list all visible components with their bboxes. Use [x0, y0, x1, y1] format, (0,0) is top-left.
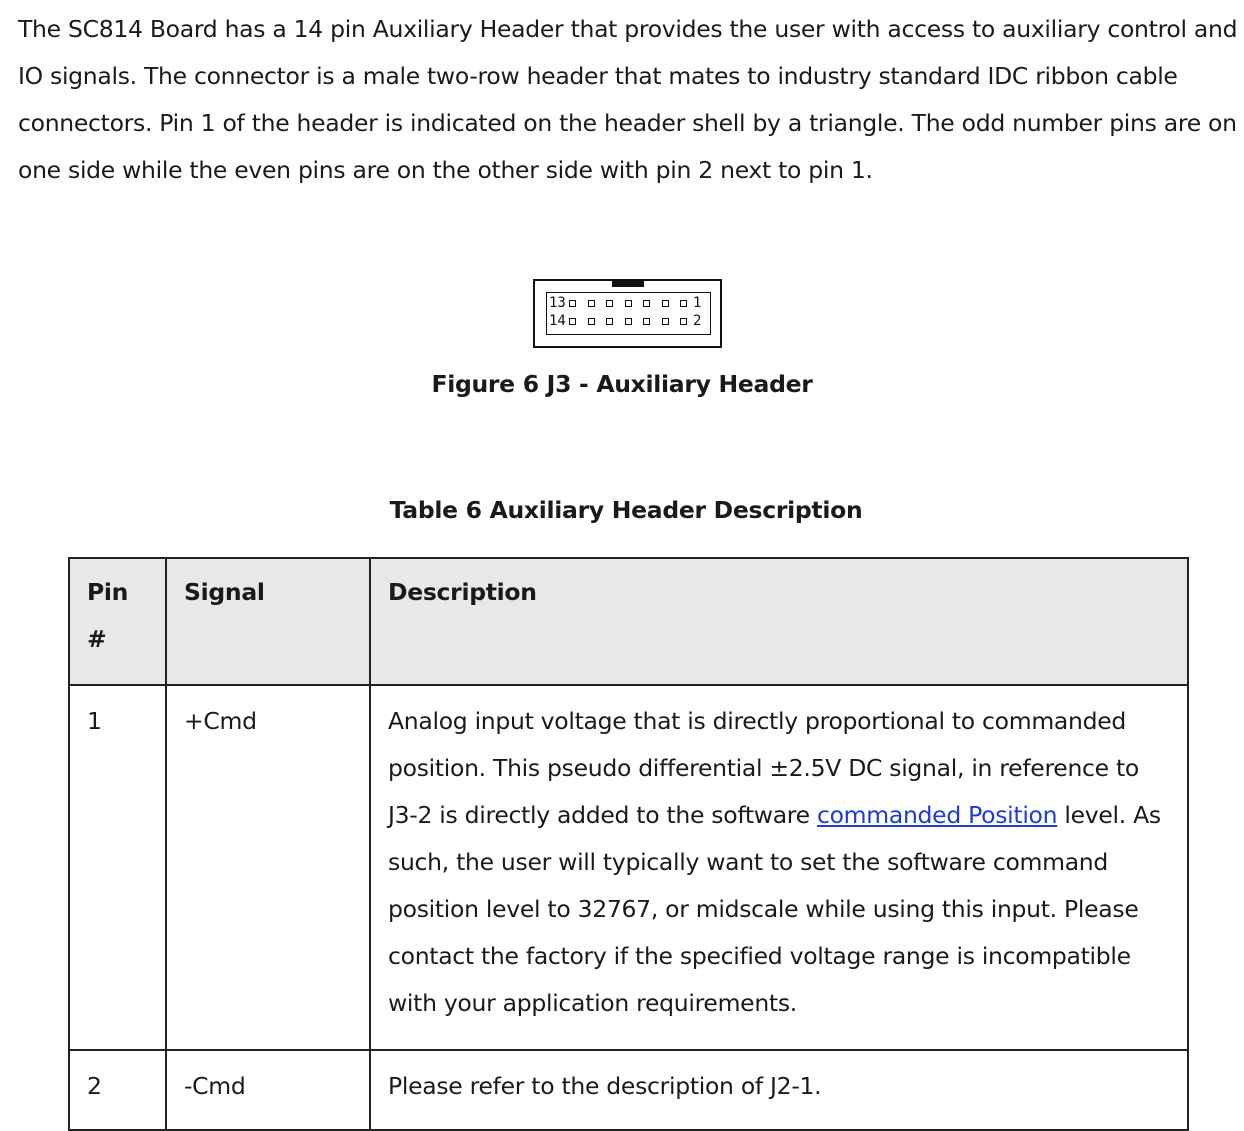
connector-pin-area: [546, 292, 711, 335]
pin-square: [625, 318, 632, 325]
pin-label-14: 14: [549, 313, 566, 329]
column-header-pin: Pin #: [69, 558, 166, 685]
odd-pin-row: [549, 294, 705, 312]
table-row: [69, 685, 1188, 1050]
pin-square: [606, 318, 613, 325]
description-cell: Please refer to the description of J2-1.: [370, 1050, 1188, 1130]
pin-cell: 2: [69, 1050, 166, 1130]
column-header-signal: Signal: [166, 558, 370, 685]
pin-label-2: 2: [693, 313, 702, 329]
header-connector-diagram: [533, 279, 722, 348]
intro-paragraph: The SC814 Board has a 14 pin Auxiliary Header that provides the user with access to auxiliary control and IO signals. The connector is a male two-row header that mates to industry standard IDC ribbon cable connectors. Pin 1 of the header is indicated on the header shell by a triangle. The odd number pins are on one side while the even pins are on the other side with pin 2 next to pin 1.: [18, 15, 1238, 184]
description-text: level. As such, the user will typically want to set the software command position level to 32767, or midscale while using this input. Please contact the factory if the specified voltage range is incompatible with your application requirements.: [388, 801, 1161, 1017]
pin-square: [643, 300, 650, 307]
pin-square: [588, 318, 595, 325]
pin-square: [662, 318, 669, 325]
pin-label-13: 13: [549, 295, 566, 311]
table-row: [69, 1050, 1188, 1130]
table-header-row: [69, 558, 1188, 685]
pin-square: [606, 300, 613, 307]
pin-label-1: 1: [693, 295, 702, 311]
auxiliary-header-table: [68, 557, 1189, 1131]
pin-square: [569, 318, 576, 325]
even-pin-row: [549, 312, 705, 330]
signal-cell: +Cmd: [166, 685, 370, 1050]
pin-square: [625, 300, 632, 307]
pin-square: [588, 300, 595, 307]
pin-square: [680, 300, 687, 307]
figure-caption: Figure 6 J3 - Auxiliary Header: [431, 370, 813, 398]
pin-square: [569, 300, 576, 307]
commanded-position-link[interactable]: commanded Position: [816, 801, 1058, 829]
column-header-description: Description: [370, 558, 1188, 685]
description-text: Analog input voltage that is directly proportional to commanded position. This pseudo differential ±2.5V DC signal, in reference to J3-2 is directly added to the software: [388, 707, 1139, 829]
table-caption: Table 6 Auxiliary Header Description: [389, 496, 863, 524]
pin-square: [643, 318, 650, 325]
pin-square: [680, 318, 687, 325]
signal-cell: -Cmd: [166, 1050, 370, 1130]
connector-key-notch: [612, 281, 644, 287]
description-cell: [370, 685, 1188, 1050]
pin-square: [662, 300, 669, 307]
pin-cell: 1: [69, 685, 166, 1050]
